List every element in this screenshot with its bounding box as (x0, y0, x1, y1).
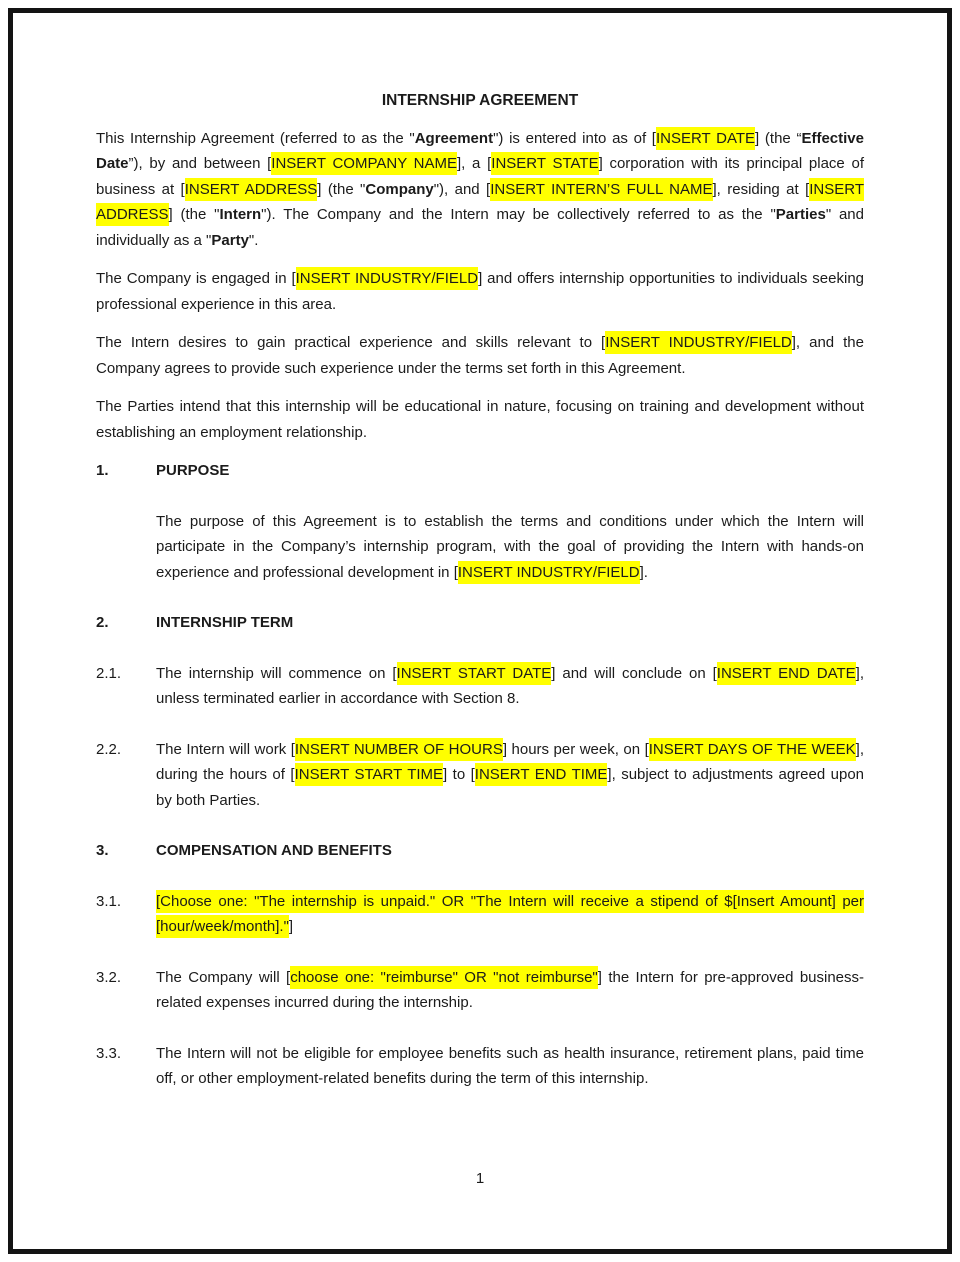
clause-2-1 (96, 661, 864, 712)
clause-number: 2.1. (96, 664, 122, 682)
clause-text: The Intern will not be eligible for employee benefits such as health insurance, retirement plans, paid time off, or other employment-related benefits during the term of this internship. (156, 1044, 864, 1087)
section-number: 2. (96, 614, 109, 631)
clause-number: 3.2. (96, 968, 122, 986)
document-content (96, 88, 864, 1117)
clause-text: The internship will commence on [INSERT START DATE] and will conclude on [INSERT END DATE], unless terminated earlier in accordance with Section 8. (156, 661, 864, 712)
clause-number: 3.1. (96, 892, 122, 910)
section-heading: INTERNSHIP TERM (156, 614, 294, 631)
document-title: INTERNSHIP AGREEMENT (381, 92, 579, 109)
clause-number: 3.3. (96, 1044, 122, 1062)
intro-paragraph-3: The Intern desires to gain practical experience and skills relevant to [INSERT INDUSTRY/FIELD], and the Company agrees to provide such experience under the terms set forth in this Agreement. (96, 330, 864, 381)
clause-text: [Choose one: "The internship is unpaid." OR "The Intern will receive a stipend of $[Insert Amount] per [hour/week/month]."] (156, 889, 864, 940)
section-2-heading-row (96, 610, 864, 636)
section-heading: PURPOSE (156, 462, 230, 479)
clause-text: The purpose of this Agreement is to establish the terms and conditions under which the Intern will participate in the Company’s internship program, with the goal of providing the Intern with hands-on experience and professional development in [INSERT INDUSTRY/FIELD]. (156, 509, 864, 586)
clause-text: The Company will [choose one: "reimburse" OR "not reimburse"] the Intern for pre-approved business-related expenses incurred during the internship. (156, 965, 864, 1016)
page-number: 1 (475, 1170, 485, 1187)
section-number: 3. (96, 842, 109, 859)
section-number: 1. (96, 462, 109, 479)
clause-number (96, 509, 156, 586)
intro-paragraph-4: The Parties intend that this internship will be educational in nature, focusing on training and development without establishing an employment relationship. (96, 398, 864, 441)
clause-number: 2.2. (96, 740, 122, 758)
section-1-heading-row (96, 458, 864, 484)
clause-3-2 (96, 965, 864, 1016)
section-3-heading-row (96, 838, 864, 864)
intro-paragraph-2: The Company is engaged in [INSERT INDUSTRY/FIELD] and offers internship opportunities to individuals seeking professional experience in this area. (96, 266, 864, 317)
clause-3-3 (96, 1041, 864, 1092)
clause-2-2 (96, 737, 864, 814)
intro-paragraph-1: This Internship Agreement (referred to as the "Agreement") is entered into as of [INSERT DATE] (the “Effective Date”), by and between [INSERT COMPANY NAME], a [INSERT STATE] corporation with its principal place of business at [INSERT ADDRESS] (the "Company"), and [INSERT INTERN’S FULL NAME], residing at [INSERT ADDRESS] (the "Intern"). The Company and the Intern may be collectively referred to as the "Parties" and individually as a "Party". (96, 126, 864, 254)
section-heading: COMPENSATION AND BENEFITS (156, 842, 392, 859)
clause-3-1 (96, 889, 864, 940)
clause-1-body (96, 509, 864, 586)
clause-text: The Intern will work [INSERT NUMBER OF HOURS] hours per week, on [INSERT DAYS OF THE WEEK], during the hours of [INSERT START TIME] to [INSERT END TIME], subject to adjustments agreed upon by both Parties. (156, 737, 864, 814)
